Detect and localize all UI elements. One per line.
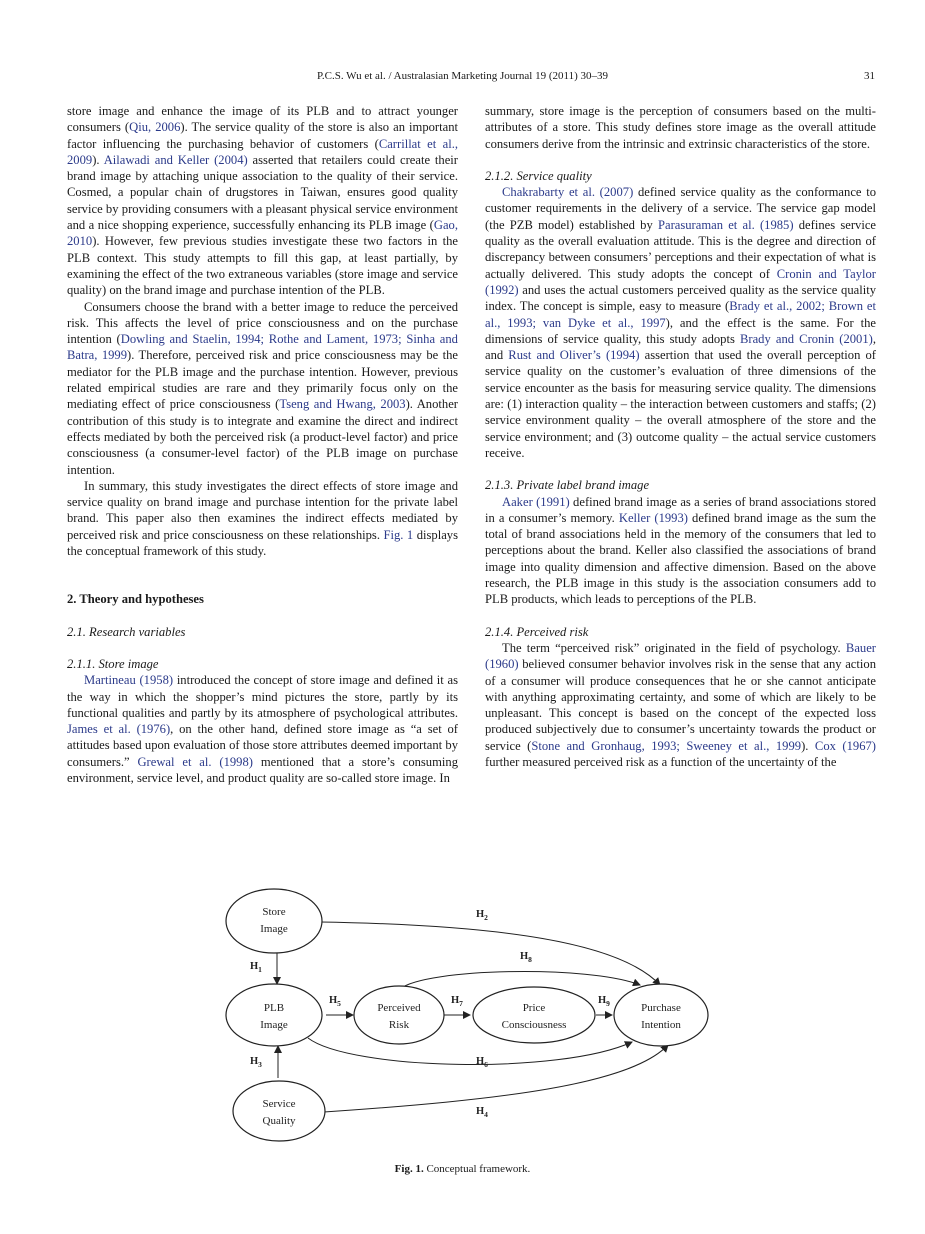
citation-link[interactable]: Chakrabarty et al. (2007) (502, 185, 634, 200)
citation-link[interactable]: Grewal et al. (1998) (137, 754, 253, 769)
subsubsection-heading: 2.1.3. Private label brand image (485, 478, 650, 493)
node-service-quality (233, 1081, 325, 1141)
caption-label: Fig. 1. (394, 1163, 424, 1175)
citation-link[interactable]: Cronin and Taylor (1992) (485, 266, 876, 297)
citation-link[interactable]: Brady et al., 2002; Brown et al., 1993; van Dyke et al., 1997 (485, 299, 876, 330)
citation-link[interactable]: Dowling and Staelin, 1994; Rothe and Lament, 1973; Sinha and Batra, 1999 (67, 332, 458, 363)
citation-link[interactable]: Carrillat et al., 2009 (67, 136, 459, 167)
node-perceived-risk (354, 986, 444, 1044)
citation-link[interactable]: Ailawadi and Keller (2004) (103, 152, 248, 167)
page-number: 31 (864, 70, 875, 82)
running-header (0, 70, 925, 86)
caption-text: Conceptual framework. (423, 1163, 531, 1175)
hypothesis-label-h6: $H_6$ (476, 1056, 488, 1069)
node-plb-image (226, 984, 322, 1046)
paragraph: Martineau (1958) introduced the concept of store image and defined it as the way in which the shopper’s mind pictures the store, partly by its functional qualities and partly by its atmosphere of psychological attributes. James et al. (1976), on the other hand, defined store image as “a set of attitudes based upon evaluation of those store attributes deemed important by consumers.” Grewal et al. (1998) mentioned that a store’s consuming environment, service level, and product quality are so-called store image. In (67, 673, 459, 785)
citation-link[interactable]: Qiu, 2006 (129, 120, 181, 135)
hypothesis-label-h8: $H_8$ (520, 951, 532, 964)
node-label: Intention (641, 1019, 681, 1031)
citation-link[interactable]: Gao, 2010 (67, 218, 458, 249)
citation-link[interactable]: Bauer (1960) (485, 640, 876, 672)
citation-link[interactable]: Brady and Cronin (2001) (739, 331, 873, 346)
hypothesis-label-h2: $H_2$ (476, 909, 488, 922)
paragraph: In summary, this study investigates the direct effects of store image and service quality on brand image and purchase intention for the private label brand. This paper also then examines the indirect effects mediated by perceived risk and price consciousness on these relationships. Fig. 1 displays the conceptual framework of this study. (67, 478, 458, 559)
subsection-heading: 2.1. Research variables (67, 624, 186, 639)
citation-link[interactable]: Stone and Gronhaug, 1993; Sweeney et al., 1999 (531, 738, 802, 753)
hypothesis-label-h1: $H_1$ (250, 961, 262, 974)
node-price-consciousness (473, 987, 595, 1043)
left-column (67, 103, 458, 786)
node-label: Price (522, 1002, 546, 1014)
subsubsection-heading: 2.1.4. Perceived risk (485, 624, 589, 639)
figure-caption (0, 1163, 925, 1175)
arrow-h2 (320, 922, 660, 985)
hypothesis-label-h3: $H_3$ (250, 1056, 262, 1069)
paragraph: Chakrabarty et al. (2007) defined service quality as the conformance to customer requirements in the delivery of a service. The service gap model (the PZB model) established by Parasuraman et al. (1985) defines service quality as the overall evaluation attitude. This is the degree and direction of discrepancy between consumers’ perceptions and their expectation of what is actually delivered. This study adopts the concept of Cronin and Taylor (1992) and uses the actual customers perceived quality as the service quality index. The concept is simple, easy to measure (Brady et al., 2002; Brown et al., 1993; van Dyke et al., 1997), and the effect is the same. For the dimensions of service quality, this study adopts Brady and Cronin (2001), and Rust and Oliver’s (1994) assertion that used the overall perception of service quality on the customer’s evaluation of three dimensions of the service encounter as the basis for measuring service quality. The dimensions are: (1) interaction quality – the interaction between customers and staffs; (2) service environment quality – the overall atmosphere of the store and the service environment; and (3) outcome quality – the actual service customers receive. (485, 185, 876, 460)
citation-link[interactable]: Parasuraman et al. (1985) (657, 217, 794, 232)
hypothesis-label-h7: $H_7$ (451, 995, 463, 1008)
citation-link[interactable]: Martineau (1958) (84, 673, 174, 688)
node-label: Purchase (641, 1002, 681, 1014)
arrow-h8 (400, 972, 640, 989)
node-purchase-intention (614, 984, 708, 1046)
section-heading: 2. Theory and hypotheses (67, 592, 204, 607)
citation-link[interactable]: Aaker (1991) (502, 494, 570, 509)
node-label: Image (260, 923, 288, 935)
node-label: Image (260, 1019, 288, 1031)
citation-link[interactable]: Rust and Oliver’s (1994) (508, 348, 640, 363)
node-label: Perceived (377, 1002, 421, 1014)
paragraph: summary, store image is the perception of consumers based on the multi-attributes of a store. This study defines store image as the overall attitude consumers derive from the intrinsic and extrinsic characteristics of the store. (485, 104, 876, 151)
citation-link[interactable]: Keller (1993) (618, 510, 688, 525)
hypothesis-label-h5: $H_5$ (329, 995, 341, 1008)
node-label: Service (262, 1098, 296, 1110)
paragraph: The term “perceived risk” originated in the field of psychology. Bauer (1960) believed consumer behavior involves risk in the sense that any action of a consumer will produce consequences that he or she cannot anticipate with anything approximating certainty, and some of which are likely to be unpleasant. This concept is based on the concept of the expected loss produced subjectively due to consumer’s uncertainty towards the product or service (Stone and Gronhaug, 1993; Sweeney et al., 1999). Cox (1967) further measured perceived risk as a function of the uncertainty of the (485, 640, 876, 769)
subsubsection-heading: 2.1.2. Service quality (485, 168, 592, 183)
node-label: PLB (263, 1002, 285, 1014)
paragraph: Aaker (1991) defined brand image as a series of brand associations stored in a consumer’s memory. Keller (1993) defined brand image as the sum the total of brand associations held in the memory of the consumers that led to perceptions about the brand. Keller also classified the associations of brand image into quality dimension and affective dimension. Based on the above research, the PLB image in this study is the association consumers add to PLB products, which leads to perceptions of the PLB. (485, 494, 876, 607)
right-column (485, 103, 876, 770)
citation-link[interactable]: Cox (1967) (814, 738, 876, 753)
node-store-image (226, 889, 322, 953)
node-label: Quality (262, 1115, 296, 1127)
journal-citation: P.C.S. Wu et al. / Australasian Marketing Journal 19 (2011) 30–39 (316, 70, 609, 82)
paragraph: store image and enhance the image of its PLB and to attract younger consumers (Qiu, 2006). The service quality of the store is also an important factor influencing the purchasing behavior of customers (Carrillat et al., 2009). Ailawadi and Keller (2004) asserted that retailers could create their brand image by attaching unique association to the quality of their service. Cosmed, a popular chain of drugstores in Taiwan, ensures good quality service by providing consumers with a pleasant physical service environment and a nice shopping experience, successfully enhancing its PLB image (Gao, 2010). However, few previous studies investigate these two factors in the PLB context. This study attempts to fill this gap, at least partially, by examining the effect of the two extraneous variables (store image and service quality) on the brand image and purchase intention of the PLB. (67, 104, 459, 298)
arrow-h4 (324, 1045, 668, 1112)
conceptual-framework-figure (0, 880, 925, 1180)
citation-link[interactable]: James et al. (1976) (67, 722, 171, 737)
arrow-h6 (308, 1038, 632, 1064)
node-label: Store (262, 906, 286, 918)
figure-link[interactable]: Fig. 1 (383, 527, 414, 542)
hypothesis-label-h9: $H_9$ (598, 995, 610, 1008)
subsubsection-heading: 2.1.1. Store image (67, 656, 159, 671)
node-label: Risk (388, 1019, 410, 1031)
framework-diagram (0, 880, 925, 1180)
paragraph: Consumers choose the brand with a better image to reduce the perceived risk. This affects the level of price consciousness and on the purchase intention (Dowling and Staelin, 1994; Rothe and Lament, 1973; Sinha and Batra, 1999). Therefore, perceived risk and price consciousness may be the mediator for the PLB image and the purchase intention. However, previous related empirical studies are rare and they primarily focus only on the mediating effect of price consciousness (Tseng and Hwang, 2003). Another contribution of this study is to integrate and examine the direct and indirect effects mediated by both the perceived risk (a product-level factor) and price consciousness (a consumer-level factor) of the PLB image on purchase intention. (67, 299, 458, 477)
hypothesis-label-h4: $H_4$ (476, 1106, 488, 1119)
citation-link[interactable]: Tseng and Hwang, 2003 (279, 397, 406, 412)
node-label: Consciousness (501, 1019, 567, 1031)
